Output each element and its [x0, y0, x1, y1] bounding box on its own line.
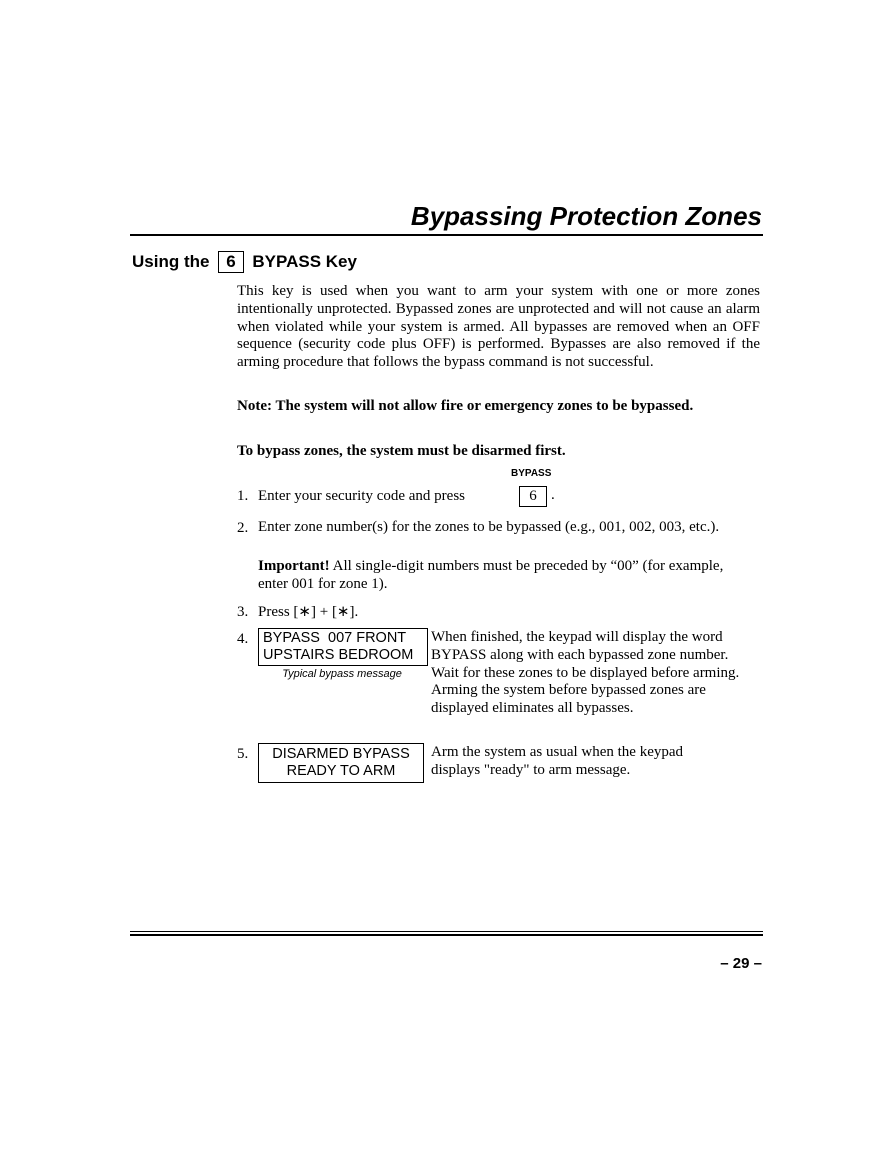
step-4-text: When finished, the keypad will display the word BYPASS along with each bypassed zone number. Wait for these zones to be displayed before arming. Arming the system before bypassed zones are displayed eliminates all bypasses.	[431, 629, 740, 717]
step-2-number: 2.	[237, 520, 249, 536]
step-2-important	[258, 558, 738, 594]
important-label: Important!	[258, 558, 330, 574]
display-line-1: BYPASS 007 FRONT	[263, 630, 407, 646]
footer-rule	[130, 931, 763, 932]
section-heading-prefix: Using the	[132, 252, 210, 271]
step-4-number: 4.	[237, 631, 249, 647]
page-title: Bypassing Protection Zones	[410, 201, 762, 231]
note-paragraph: Note: The system will not allow fire or emergency zones to be bypassed.	[237, 398, 694, 414]
step-3-text: Press [∗] + [∗].	[258, 604, 359, 620]
important-text: All single-digit numbers must be preceded by “00” (for example, enter 001 for zone 1).	[258, 558, 724, 592]
keypad-display-disarmed	[258, 743, 424, 783]
display-line-1: DISARMED BYPASS	[272, 746, 410, 762]
keypad-display-bypass	[258, 628, 428, 666]
title-rule	[130, 234, 763, 236]
display-line-2: UPSTAIRS BEDROOM	[263, 647, 414, 663]
step-5-number: 5.	[237, 746, 249, 762]
step-1-text: Enter your security code and press	[258, 488, 466, 504]
footer-rule-thick	[130, 934, 763, 936]
page-number: – 29 –	[720, 955, 762, 972]
step-2-text: Enter zone number(s) for the zones to be bypassed (e.g., 001, 002, 003, etc.).	[258, 519, 720, 535]
bypass-key-6: 6	[218, 251, 243, 273]
section-heading-suffix: BYPASS Key	[252, 252, 357, 271]
step-5-text: Arm the system as usual when the keypad displays "ready" to arm message.	[431, 744, 684, 778]
step-1-period: .	[551, 487, 555, 503]
intro-paragraph: This key is used when you want to arm your system with one or more zones intentionally unprotected. Bypassed zones are unprotected and will not cause an alarm when violated while your system is armed. All bypasses are removed when an OFF sequence (security code plus OFF) is performed. Bypasses are also removed if the arming procedure that follows the bypass command is not successful.	[237, 283, 760, 371]
display-line-2: READY TO ARM	[286, 763, 396, 779]
step-1-number: 1.	[237, 488, 249, 504]
display-caption: Typical bypass message	[282, 668, 402, 680]
disarm-first-paragraph: To bypass zones, the system must be disarmed first.	[237, 443, 566, 459]
section-heading	[132, 250, 357, 274]
step-1-key-6: 6	[519, 486, 547, 507]
bypass-key-label: BYPASS	[511, 468, 552, 479]
step-3-number: 3.	[237, 604, 249, 620]
